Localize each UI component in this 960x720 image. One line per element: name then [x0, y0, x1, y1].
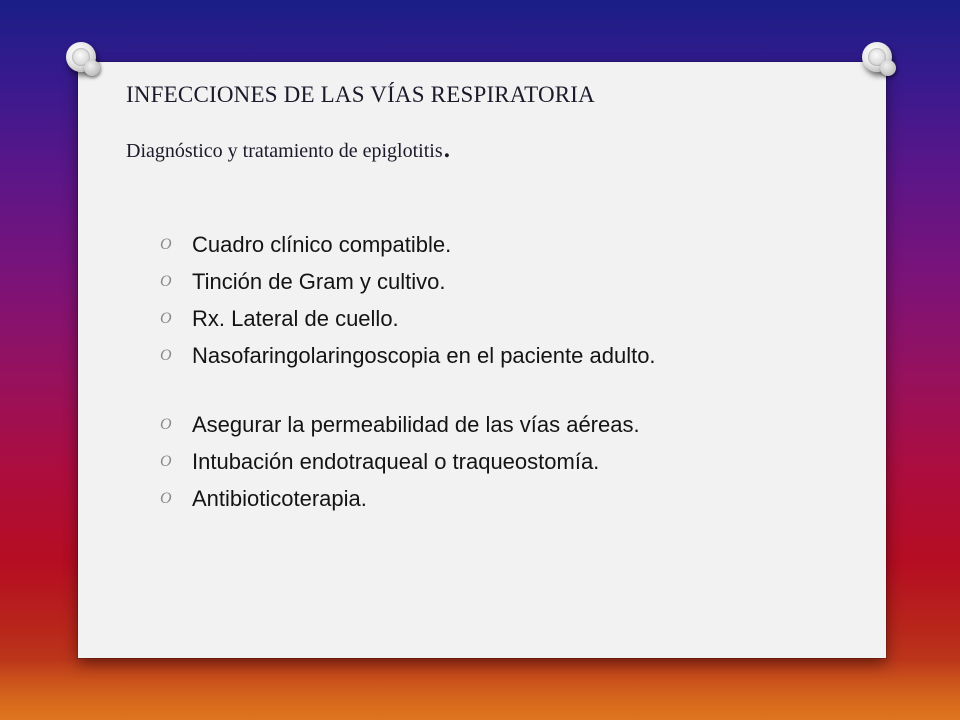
bullet-marker-icon: O	[160, 236, 172, 253]
pushpin-icon	[862, 42, 892, 72]
bullet-text: Asegurar la permeabilidad de las vías aéreas.	[192, 412, 640, 437]
bullet-marker-icon: O	[160, 453, 172, 470]
bullet-text: Tinción de Gram y cultivo.	[192, 269, 446, 294]
bullet-item	[160, 263, 860, 300]
background-glow	[0, 660, 960, 720]
slide-subtitle	[126, 128, 452, 165]
slide-title: INFECCIONES DE LAS VÍAS RESPIRATORIA	[126, 82, 595, 107]
subtitle-period: .	[442, 128, 452, 165]
bullet-item	[160, 480, 860, 517]
bullet-marker-icon: O	[160, 273, 172, 290]
bullet-item	[160, 226, 860, 263]
bullet-item	[160, 406, 860, 443]
bullet-item	[160, 443, 860, 480]
bullet-list	[160, 226, 860, 517]
pushpin-icon	[66, 42, 96, 72]
bullet-text: Nasofaringolaringoscopia en el paciente adulto.	[192, 343, 656, 368]
bullet-item	[160, 300, 860, 337]
bullet-marker-icon: O	[160, 310, 172, 327]
bullet-text: Rx. Lateral de cuello.	[192, 306, 399, 331]
bullet-text: Antibioticoterapia.	[192, 486, 367, 511]
bullet-text: Cuadro clínico compatible.	[192, 232, 452, 257]
subtitle-text: Diagnóstico y tratamiento de epiglotitis	[126, 140, 443, 162]
bullet-text: Intubación endotraqueal o traqueostomía.	[192, 449, 600, 474]
bullet-item	[160, 337, 860, 374]
bullet-marker-icon: O	[160, 490, 172, 507]
bullet-marker-icon: O	[160, 416, 172, 433]
bullet-marker-icon: O	[160, 347, 172, 364]
